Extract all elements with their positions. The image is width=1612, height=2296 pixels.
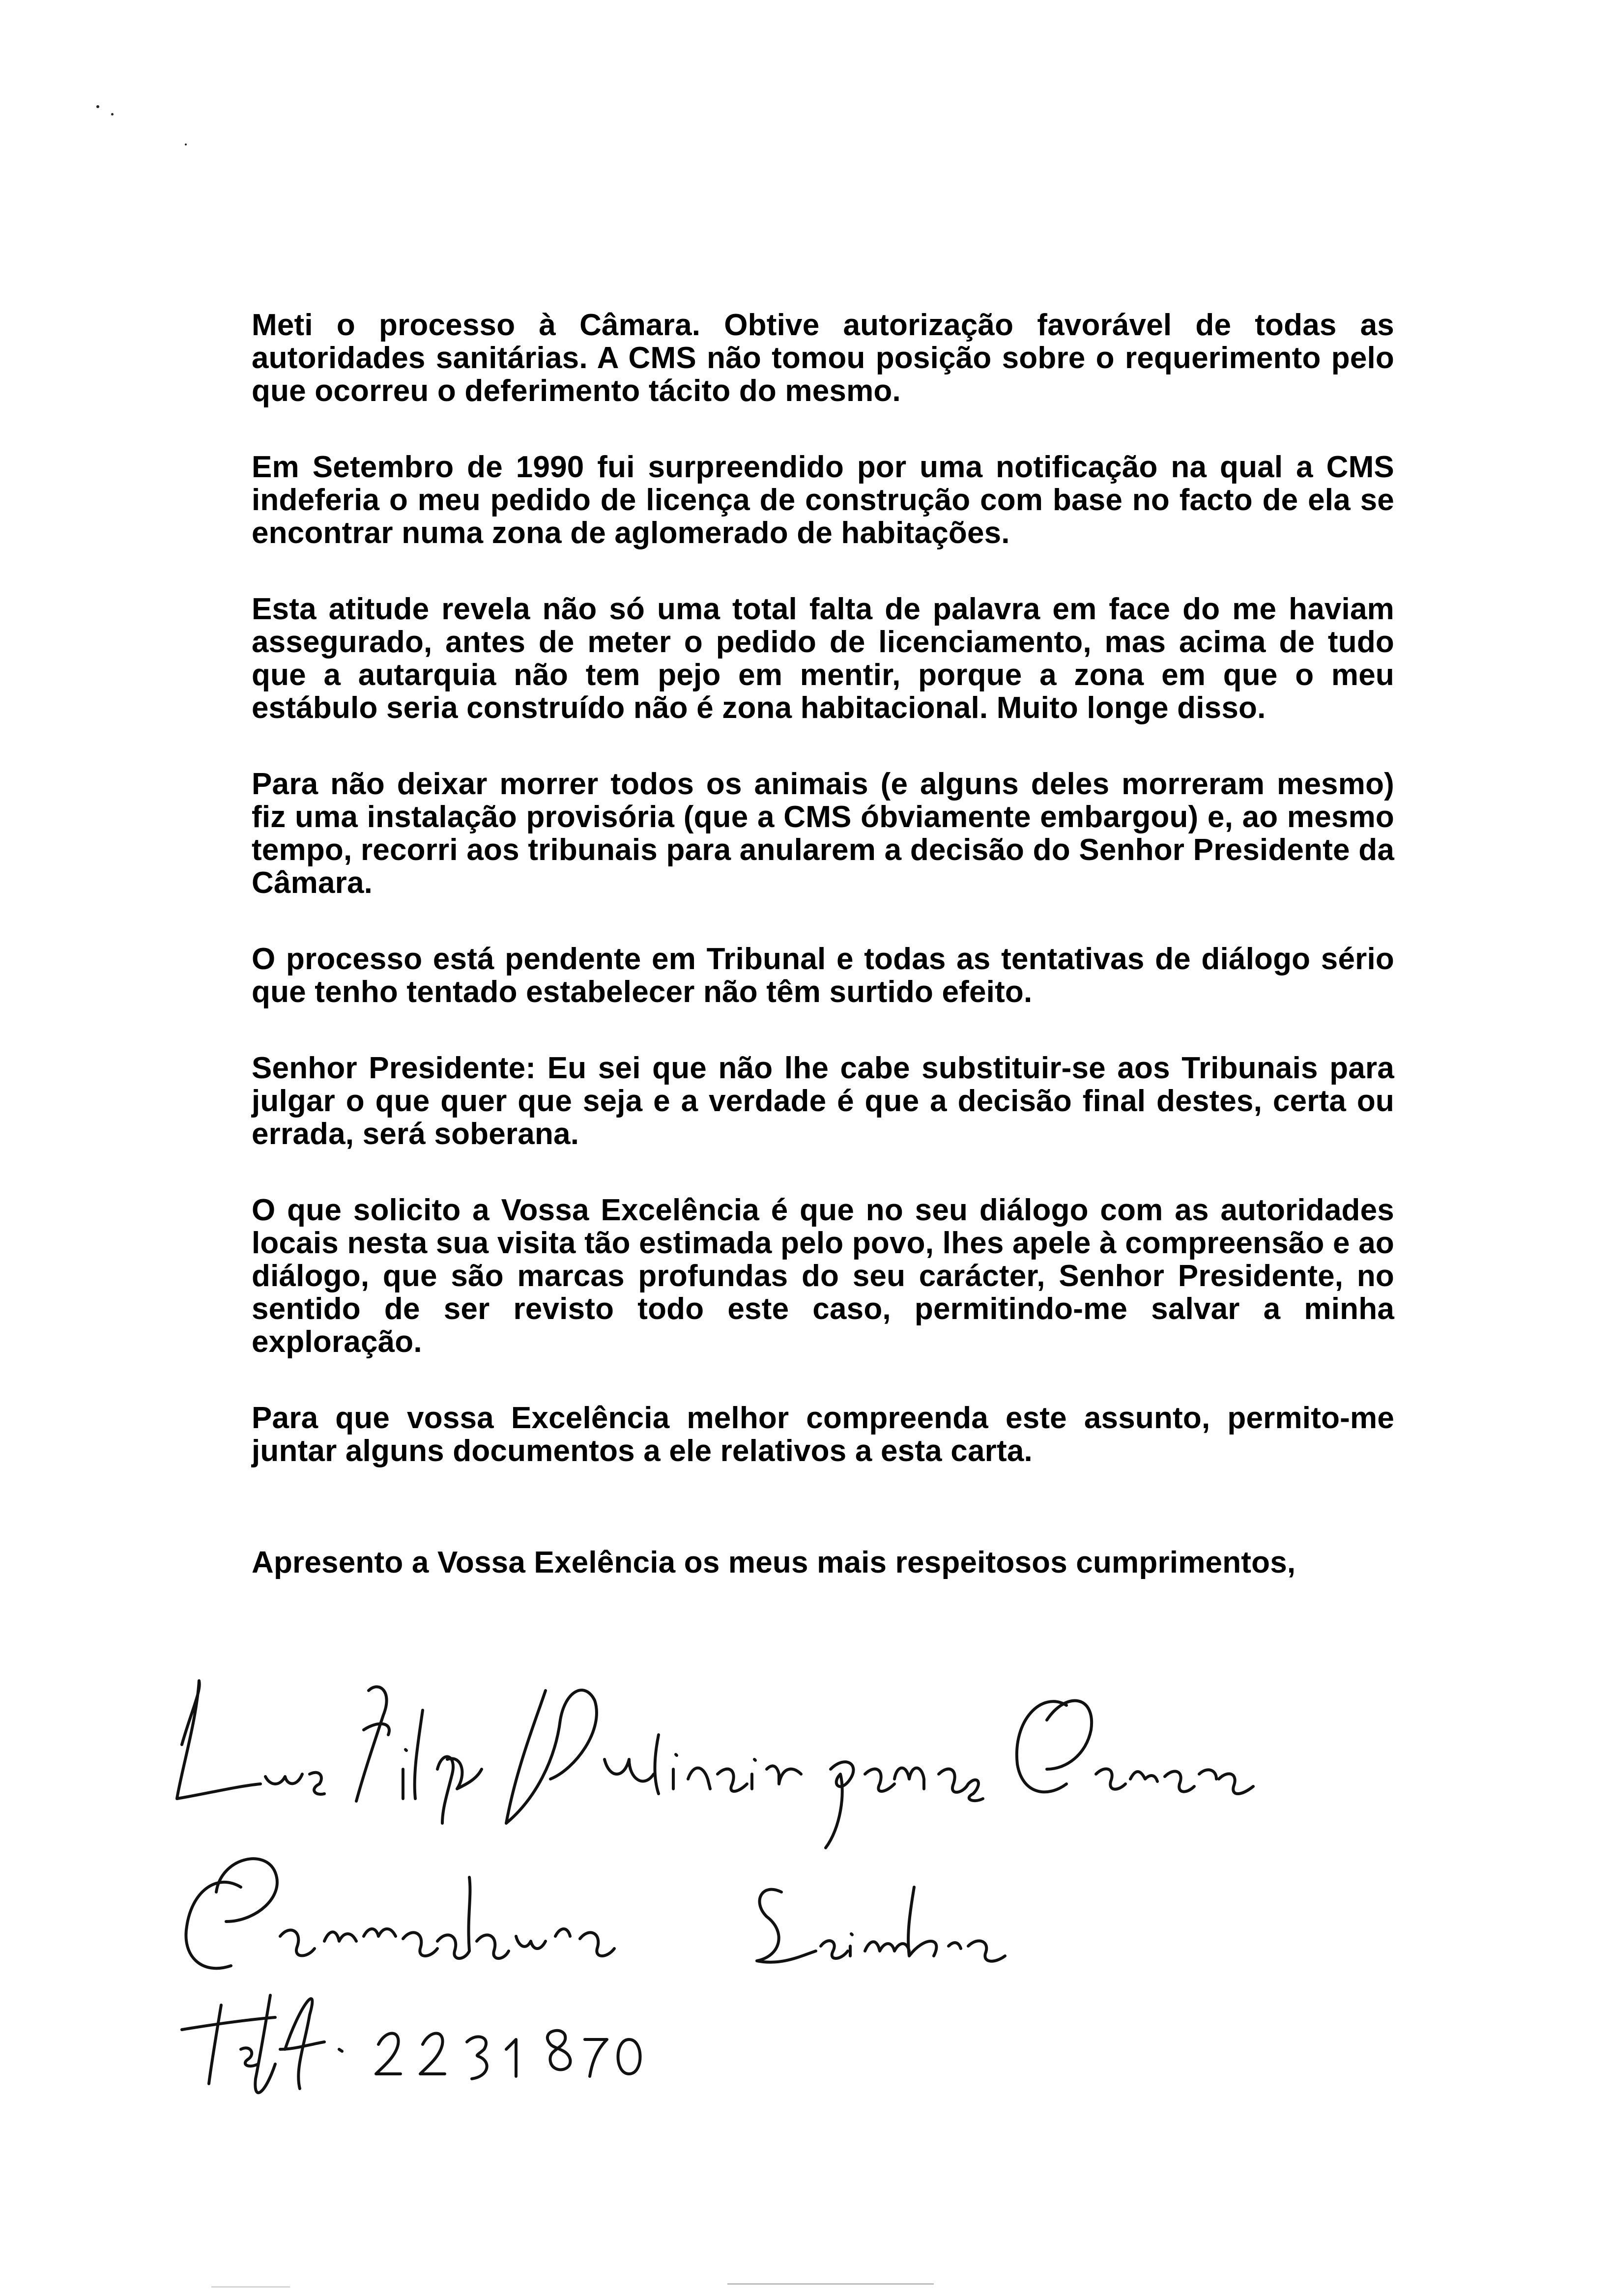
paragraph: Em Setembro de 1990 fui surpreendido por uma notificação na qual a CMS indeferia o meu pedido de licença de construção com base no facto de ela se encontrar numa zona de aglomerado de habitações.: [252, 450, 1394, 550]
scan-speck: [111, 113, 114, 115]
paragraph: O que solicito a Vossa Excelência é que no seu diálogo com as autoridades locais nesta sua visita tão estimada pelo povo, lhes apele à compreensão e ao diálogo, que são marcas profundas do seu carácter, Senhor Presidente, no sentido de ser revisto todo este caso, permitindo-me salvar a minha exploração.: [252, 1193, 1394, 1359]
scan-edge-line: [211, 2286, 290, 2288]
signature-drawing: [162, 1661, 1243, 2103]
signature-address-line: [186, 1859, 1005, 1968]
letter-body: [252, 309, 1394, 1622]
paragraph: Para que vossa Excelência melhor compreenda este assunto, permito-me juntar alguns documentos a ele relativos a esta carta.: [252, 1401, 1394, 1468]
paragraph: O processo está pendente em Tribunal e todas as tentativas de diálogo sério que tenho tentado estabelecer não têm surtido efeito.: [252, 942, 1394, 1009]
scan-edge-line: [727, 2283, 934, 2285]
scan-speck: [96, 105, 99, 108]
paragraph: Meti o processo à Câmara. Obtive autorização favorável de todas as autoridades sanitárias. A CMS não tomou posição sobre o requerimento pelo que ocorreu o deferimento tácito do mesmo.: [252, 308, 1394, 408]
paragraph: Para não deixar morrer todos os animais (e alguns deles morreram mesmo) fiz uma instalação provisória (que a CMS óbviamente embargou) e, ao mesmo tempo, recorri aos tribunais para anularem a decisão do Senhor Presidente da Câmara.: [252, 767, 1394, 900]
closing-line: Apresento a Vossa Exelência os meus mais respeitosos cumprimentos,: [252, 1546, 1296, 1579]
scan-speck: [185, 144, 187, 145]
paragraph: Senhor Presidente: Eu sei que não lhe cabe substituir-se aos Tribunais para julgar o que quer que seja e a verdade é que a decisão final destes, certa ou errada, será soberana.: [252, 1051, 1394, 1151]
paragraph: Esta atitude revela não só uma total falta de palavra em face do me haviam assegurado, antes de meter o pedido de licenciamento, mas acima de tudo que a autarquia não tem pejo em mentir, porque a zona em que o meu estábulo seria construído não é zona habitacional. Muito longe disso.: [252, 592, 1394, 725]
signature-name-line: [177, 1681, 1253, 1848]
handwritten-signature: [162, 1661, 1243, 2103]
signature-phone-digits: [376, 2031, 640, 2079]
signature-phone-line: [182, 1995, 342, 2093]
